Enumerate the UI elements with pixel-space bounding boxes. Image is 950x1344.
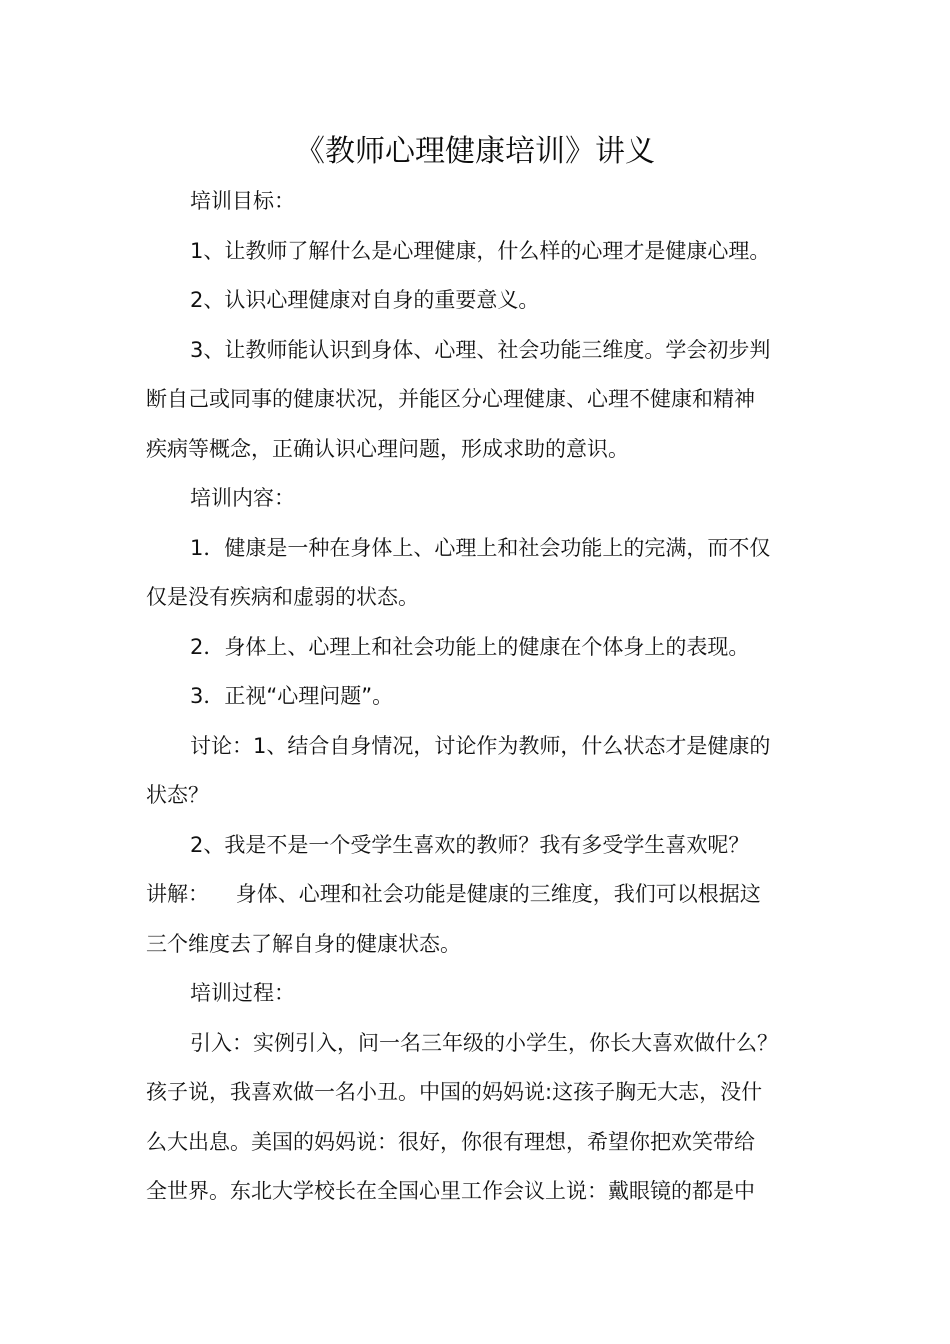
paragraph-line: 1、让教师了解什么是心理健康，什么样的心理才是健康心理。 — [190, 238, 771, 263]
paragraph-line: 2、我是不是一个受学生喜欢的教师？我有多受学生喜欢呢？ — [190, 832, 750, 857]
paragraph-line: 2、认识心理健康对自身的重要意义。 — [190, 288, 540, 312]
paragraph-line: 1．健康是一种在身体上、心理上和社会功能上的完满，而不仅 — [190, 535, 771, 560]
section-heading-goals: 培训目标： — [190, 189, 295, 213]
paragraph-line: 状态？ — [146, 783, 209, 807]
paragraph-line: 么大出息。美国的妈妈说：很好，你很有理想，希望你把欢笑带给 — [146, 1129, 755, 1154]
paragraph-line: 仅是没有疾病和虚弱的状态。 — [146, 585, 419, 609]
section-heading-content: 培训内容： — [190, 486, 295, 510]
document-body — [146, 177, 826, 1217]
paragraph-line: 引入：实例引入，问一名三年级的小学生，你长大喜欢做什么？ — [190, 1030, 778, 1055]
paragraph-line: 2．身体上、心理上和社会功能上的健康在个体身上的表现。 — [190, 634, 750, 659]
document-title: 《教师心理健康培训》讲义 — [295, 134, 655, 169]
paragraph-line: 讲解： 身体、心理和社会功能是健康的三维度，我们可以根据这 — [146, 882, 761, 906]
paragraph-line: 讨论：1、结合自身情况，讨论作为教师，什么状态才是健康的 — [190, 733, 771, 758]
paragraph-line: 孩子说，我喜欢做一名小丑。中国的妈妈说:这孩子胸无大志，没什 — [146, 1080, 763, 1104]
paragraph-line: 断自己或同事的健康状况，并能区分心理健康、心理不健康和精神 — [146, 387, 755, 411]
paragraph-line: 3、让教师能认识到身体、心理、社会功能三维度。学会初步判 — [190, 337, 771, 362]
section-heading-process: 培训过程： — [190, 981, 295, 1005]
paragraph-line: 疾病等概念，正确认识心理问题，形成求助的意识。 — [146, 436, 629, 461]
paragraph-line: 三个维度去了解自身的健康状态。 — [146, 931, 461, 956]
paragraph-line: 全世界。东北大学校长在全国心里工作会议上说：戴眼镜的都是中 — [146, 1179, 755, 1203]
paragraph-line: 3．正视“心理问题”。 — [190, 684, 394, 708]
